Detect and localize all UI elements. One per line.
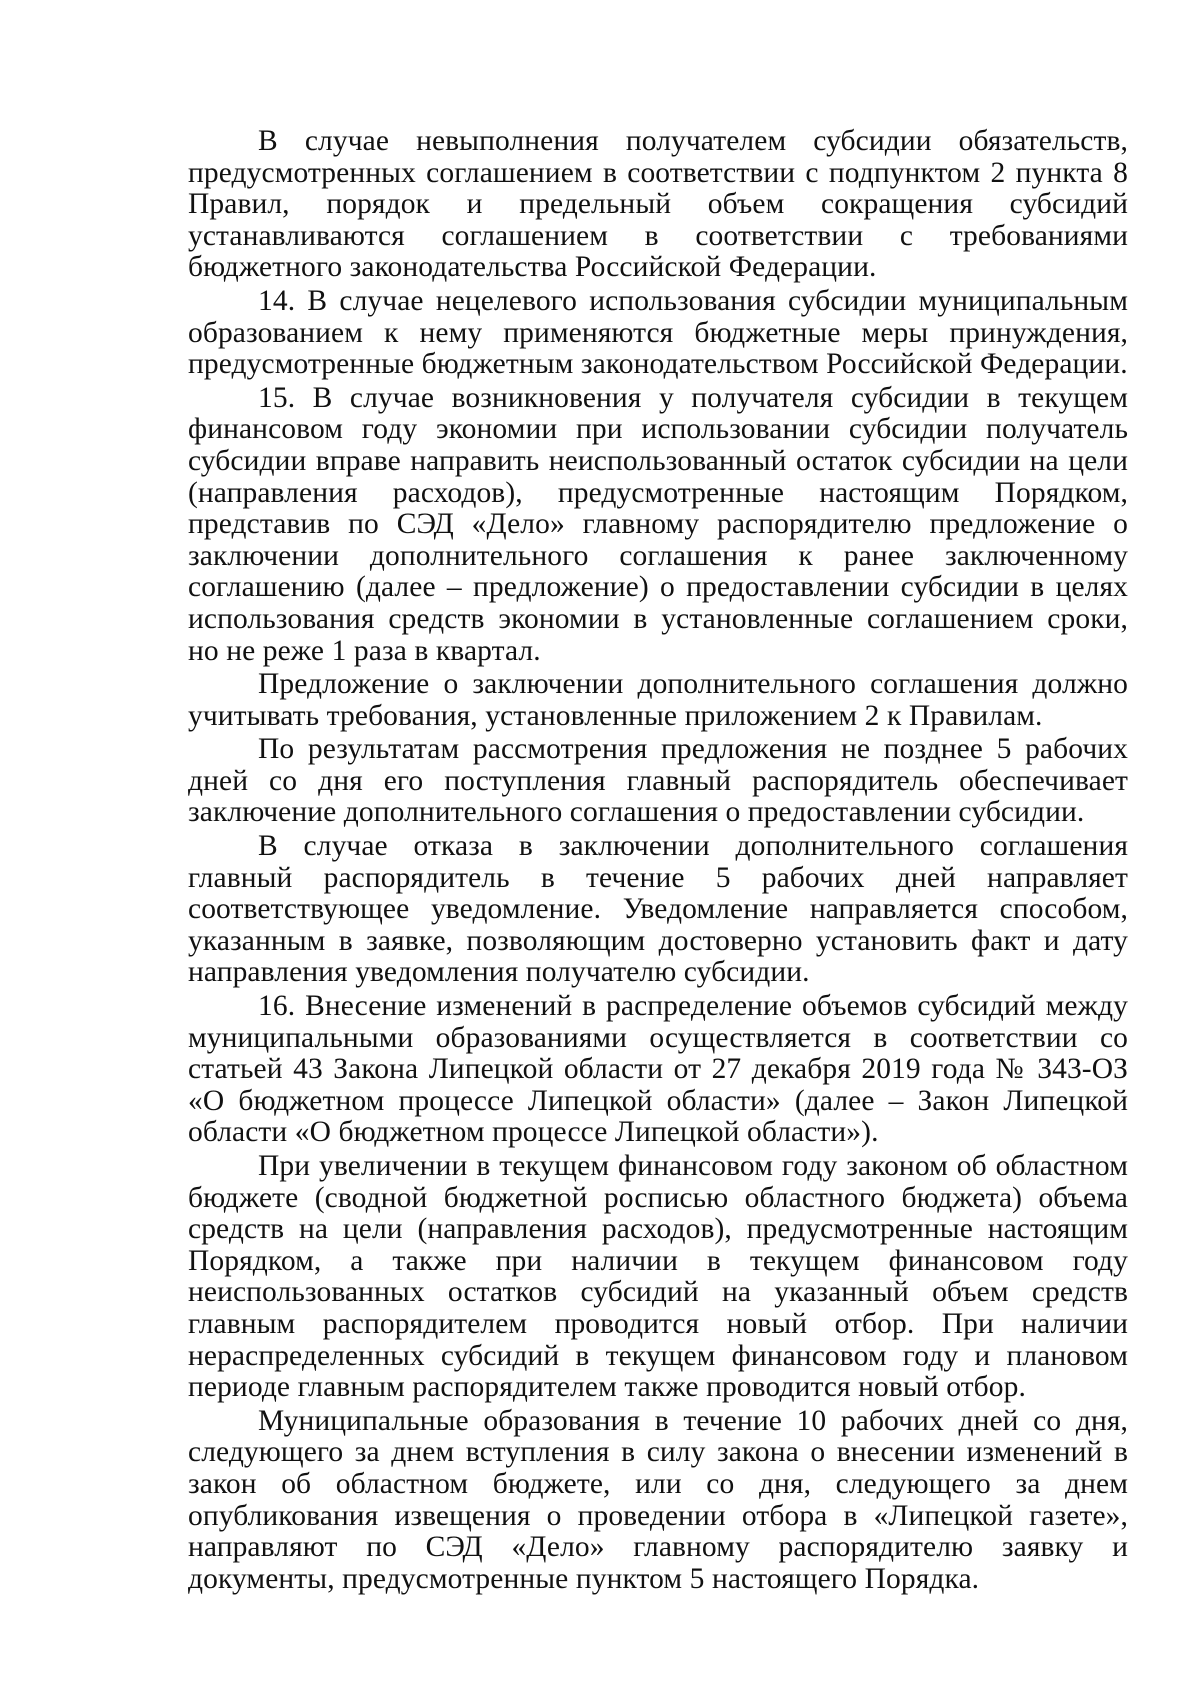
paragraph-subsidy-reduction: В случае невыполнения получателем субсидии обязательств, предусмотренных соглашением в соответствии с подпунктом 2 пункта 8 Правил, порядок и предельный объем сокращения субсидий устанавливаются соглашением в соответствии с требованиями бюджетного законодательства Российской Федерации. — [188, 125, 1128, 284]
paragraph-item-14: 14. В случае нецелевого использования субсидии муниципальным образованием к нему применяются бюджетные меры принуждения, предусмотренные бюджетным законодательством Российской Федерации. — [188, 284, 1128, 381]
paragraph-proposal-requirements: Предложение о заключении дополнительного соглашения должно учитывать требования, установленные приложением 2 к Правилам. — [188, 668, 1128, 732]
paragraph-new-selection: При увеличении в текущем финансовом году законом об областном бюджете (сводной бюджетной росписью областного бюджета) объема средств на цели (направления расходов), предусмотренные настоящим Порядком, а также при наличии в текущем финансовом году неиспользованных остатков субсидий на указанный объем средств главным распорядителем проводится новый отбор. При наличии нераспределенных субсидий в текущем финансовом году и плановом периоде главным распорядителем также проводится новый отбор. — [188, 1150, 1128, 1404]
paragraph-item-15: 15. В случае возникновения у получателя субсидии в текущем финансовом году экономии при использовании субсидии получатель субсидии вправе направить неиспользованный остаток субсидии на цели (направления расходов), предусмотренные настоящим Порядком, представив по СЭД «Дело» главному распорядителю предложение о заключении дополнительного соглашения к ранее заключенному соглашению (далее – предложение) о предоставлении субсидии в целях использования средств экономии в установленные соглашением сроки, но не реже 1 раза в квартал. — [188, 381, 1128, 667]
paragraph-item-16: 16. Внесение изменений в распределение объемов субсидий между муниципальными образованиями осуществляется в соответствии со статьей 43 Закона Липецкой области от 27 декабря 2019 года № 343-ОЗ «О бюджетном процессе Липецкой области» (далее – Закон Липецкой области «О бюджетном процессе Липецкой области»). — [188, 990, 1128, 1149]
paragraph-refusal-notice: В случае отказа в заключении дополнительного соглашения главный распорядитель в течение 5 рабочих дней направляет соответствующее уведомление. Уведомление направляется способом, указанным в заявке, позволяющим достоверно установить факт и дату направления уведомления получателю субсидии. — [188, 830, 1128, 989]
paragraph-municipal-application: Муниципальные образования в течение 10 рабочих дней со дня, следующего за днем вступления в силу закона о внесении изменений в закон об областном бюджете, или со дня, следующего за днем опубликования извещения о проведении отбора в «Липецкой газете», направляют по СЭД «Дело» главному распорядителю заявку и документы, предусмотренные пунктом 5 настоящего Порядка. — [188, 1404, 1128, 1595]
paragraph-proposal-review: По результатам рассмотрения предложения не позднее 5 рабочих дней со дня его поступления главный распорядитель обеспечивает заключение дополнительного соглашения о предоставлении субсидии. — [188, 733, 1128, 829]
document-page — [188, 126, 1128, 1595]
